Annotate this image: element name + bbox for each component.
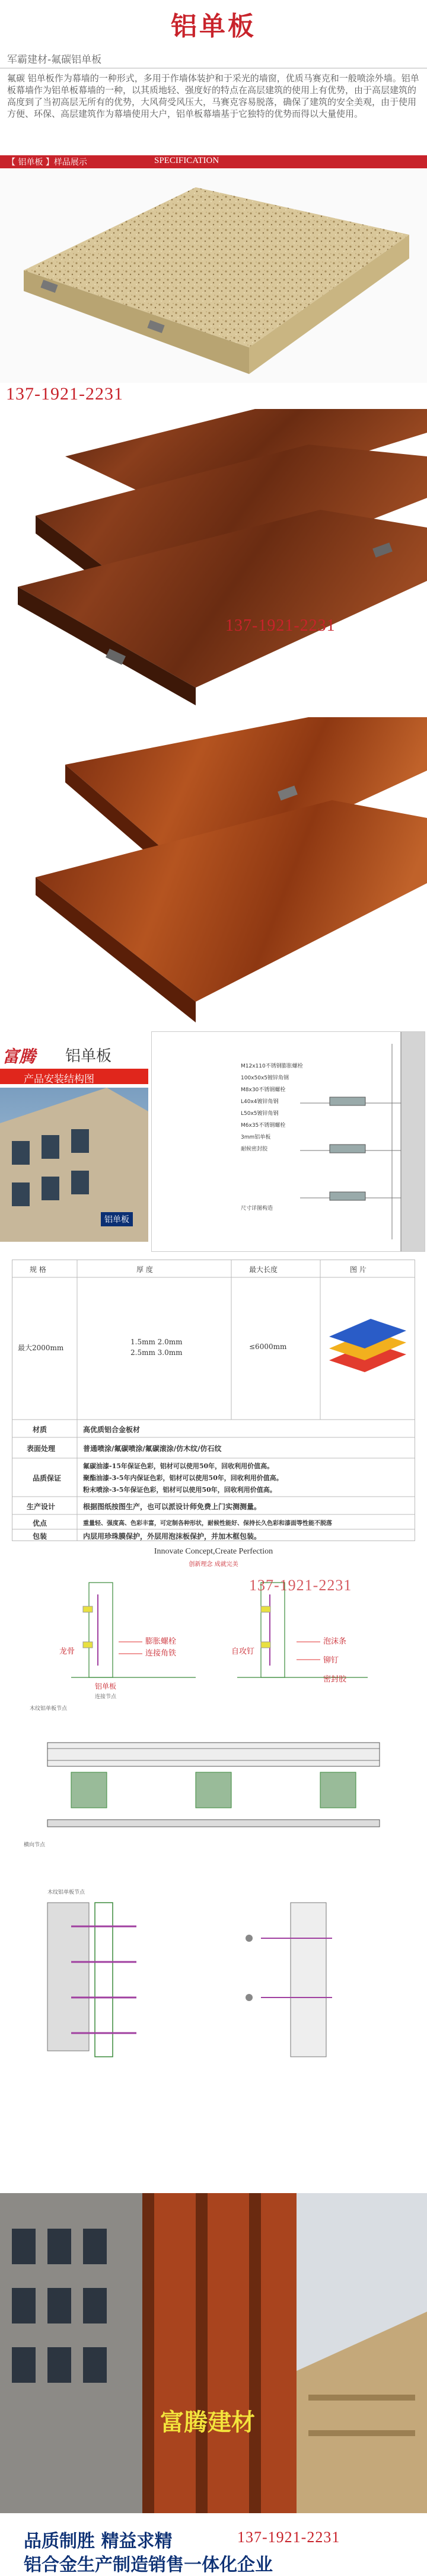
slogan-cn: 创新理念 成就完美 [189, 1561, 238, 1568]
slogan-en: Innovate Concept,Create Perfection [154, 1547, 273, 1556]
footer-slogan-1: 品质制胜 精益求精 [24, 2531, 173, 2552]
diagram-label: 3mm铝单板 [241, 1134, 271, 1140]
cad-label: 铆钉 [323, 1656, 339, 1665]
install-diagram [151, 1031, 425, 1252]
spec-table-grid [12, 1260, 415, 1541]
phone-watermark: 137-1921-2231 [6, 384, 123, 404]
spec-row-label: 生产设计 [27, 1503, 56, 1511]
footer [0, 2513, 427, 2574]
spec-header: 规 格 [30, 1265, 46, 1274]
diagram-label: 耐候密封胶 [241, 1146, 268, 1152]
cad-caption: 连接节点 [95, 1694, 117, 1700]
install-structure-panel [0, 1028, 427, 1254]
stone-panel-photo [0, 170, 427, 383]
cad-caption: 横向节点 [24, 1842, 46, 1848]
diagram-label: L40x4镀锌角钢 [241, 1099, 279, 1105]
brand-logo: 富腾 [2, 1047, 36, 1066]
cad-label: 密封胶 [323, 1675, 347, 1684]
spec-thickness: 1.5mm 2.0mm [130, 1338, 183, 1346]
diagram-label: L50x5镀锌角钢 [241, 1111, 279, 1117]
diagram-label: M8x30不锈钢螺栓 [241, 1087, 286, 1093]
spec-row-value: 高优质铝合金板材 [83, 1426, 141, 1434]
footer-slogan-2: 铝合金生产制造销售一体化企业 [24, 2555, 273, 2575]
footer-phone: 137-1921-2231 [237, 2529, 340, 2546]
phone-watermark: 137-1921-2231 [225, 616, 336, 635]
brand-overlay: 富腾建材 [160, 2409, 255, 2436]
spec-row-label: 品质保证 [33, 1474, 62, 1482]
cad-caption: 木纹铝单板节点 [30, 1706, 68, 1712]
spec-row-value: 根据图纸按图生产，也可以派设计师免费上门实测测量。 [83, 1503, 262, 1511]
product-name: 铝单板 [65, 1047, 112, 1065]
spec-header: 图 片 [350, 1265, 367, 1274]
wood-red-panel-image [0, 717, 427, 1025]
intro-paragraph: 氟碳 铝单板作为幕墙的一种形式，多用于作墙体装护和于采光的墙窗，优质马赛克和一般喷涂外墙。铝单板幕墙作为铝单板幕墙的一种，以其质地轻、强度好的特点在高层建筑的使用上有优势，由于高层建筑的高度到了当初高层无所有的优势，大风荷受风压大，马赛克容易脱落，确保了建筑的安全美观，由于使用方便、环保、高层建筑作为幕墙使用大户，铝单板幕墙基于它独特的优势而得以大量使用。 [7, 73, 419, 119]
color-panels-image [323, 1313, 412, 1384]
diagram-label: M6x35不锈钢螺栓 [241, 1123, 286, 1129]
building-collage-image [0, 2193, 427, 2513]
cad-label: 龙骨 [59, 1647, 75, 1656]
spec-row-label: 包装 [33, 1532, 47, 1541]
spec-row-label: 材质 [33, 1426, 47, 1434]
spec-row-label: 优点 [33, 1519, 47, 1527]
cad-label: 铝单板 [95, 1682, 117, 1690]
diagram-label: M12x110不锈钢膨胀螺栓 [241, 1063, 303, 1069]
section-bar-title: 【 铝单板 】样品展示 [7, 158, 87, 167]
spec-row-value: 聚酯油漆-3-5年内保证色彩，铝材可以使用50年，回收利用价值高。 [83, 1474, 283, 1482]
spec-row-value: 重量轻、强度高、色彩丰富，可定制各种形状，耐候性能好、保持长久色彩和漆面等性能不脱落 [83, 1520, 332, 1527]
spec-header: 厚 度 [136, 1265, 153, 1274]
page-title: 铝单板 [171, 11, 256, 41]
spec-table [12, 1260, 415, 1541]
spec-row-value: 粉末喷涂-3-5年保证色彩，铝材可以使用50年，回收利用价值高。 [83, 1486, 276, 1494]
wood-panel-photo-2 [0, 717, 427, 1025]
spec-header: 最大长度 [249, 1265, 278, 1274]
cad-label: 自攻钉 [231, 1647, 255, 1656]
spec-row-value: 内层用珍珠膜保护，外层用泡沫板保护，并加木框包装。 [83, 1532, 262, 1541]
cad-drawings [0, 1571, 427, 2193]
section-bar-en: SPECIFICATION [154, 156, 219, 165]
spec-row-value: 氟碳油漆-15年保证色彩，铝材可以使用50年，回收利用价值高。 [83, 1462, 274, 1470]
spec-thickness: 2.5mm 3.0mm [130, 1348, 183, 1357]
diagram-label: 尺寸详图构造 [241, 1206, 273, 1212]
install-caption: 产品安装结构图 [24, 1073, 94, 1085]
wood-panel-image [0, 409, 427, 711]
building-collage [0, 2193, 427, 2513]
wood-panel-photo-1 [0, 409, 427, 711]
spec-max-length: ≤6000mm [249, 1343, 287, 1351]
spec-row-label: 表面处理 [27, 1444, 56, 1453]
cad-label: 连接角铁 [145, 1649, 177, 1658]
cad-caption: 木纹铝单板节点 [47, 1890, 85, 1896]
spec-size: 最大2000mm [18, 1344, 64, 1352]
stone-panel-image [0, 170, 427, 383]
page-subtitle: 军霸建材-氟碳铝单板 [7, 54, 102, 66]
spec-row-value: 普通喷涂/氟碳喷涂/氟碳滚涂/仿木纹/仿石纹 [83, 1444, 222, 1453]
cad-label: 膨胀螺栓 [145, 1637, 177, 1646]
diagram-label: 100x50x5镀锌角钢 [241, 1075, 289, 1081]
divider [0, 68, 427, 69]
panel-tag: 铝单板 [101, 1212, 133, 1226]
cad-drawing-image [0, 1571, 427, 2193]
phone-watermark: 137-1921-2231 [249, 1577, 352, 1594]
cad-label: 泡沫条 [323, 1637, 347, 1646]
